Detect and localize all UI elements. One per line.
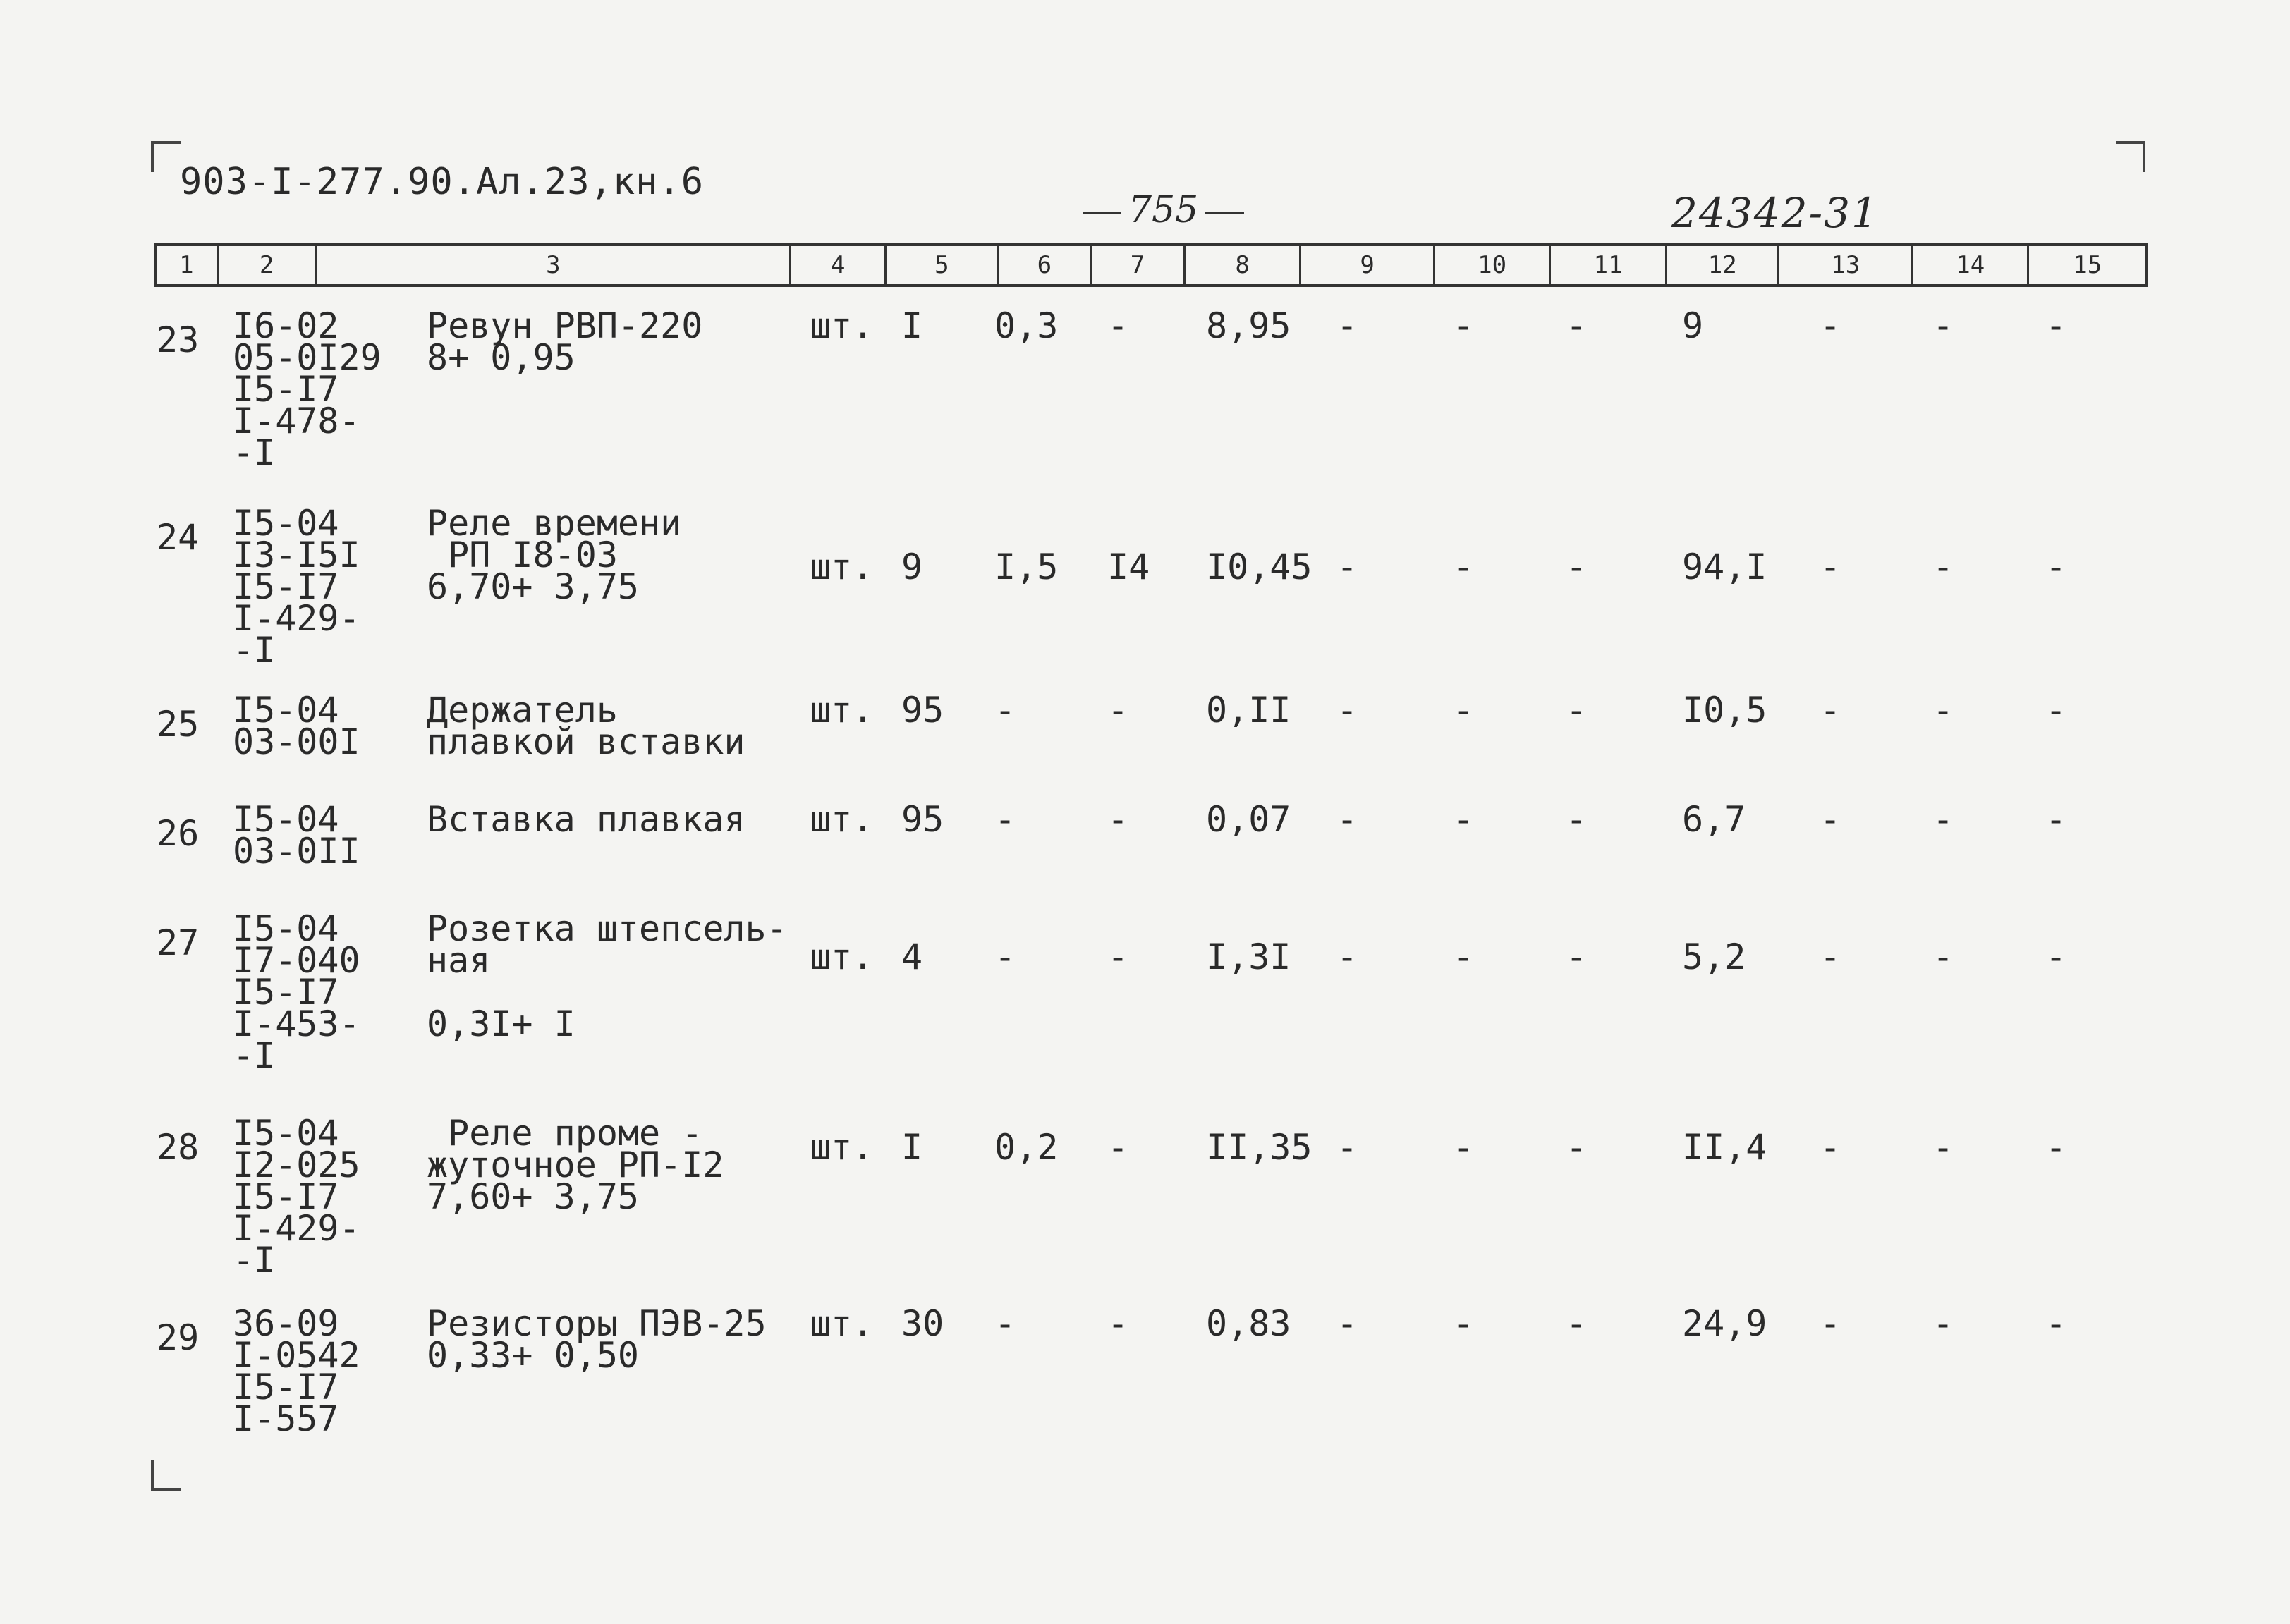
column-header: 10 [1435, 246, 1552, 284]
unit: шт. [810, 1303, 874, 1344]
col-9-value: - [1336, 1127, 1358, 1168]
col-14-value: - [1932, 936, 1954, 977]
col-12-value: 24,9 [1682, 1303, 1767, 1344]
item-name: Реле времени РП I8-03 6,70+ 3,75 [427, 503, 682, 607]
column-header: 15 [2073, 251, 2102, 279]
col-14-value: - [1932, 547, 1954, 587]
column-header: 6 [999, 246, 1092, 284]
col-8-value: 0,83 [1206, 1303, 1291, 1344]
col-14-value: - [1932, 305, 1954, 346]
item-name: Розетка штепсель- ная 0,3I+ I [427, 908, 788, 1044]
col-15-value: - [2045, 1303, 2067, 1344]
col-12-value: I0,5 [1682, 690, 1767, 731]
col-10-value: - [1453, 547, 1475, 587]
col-10-value: - [1453, 305, 1475, 346]
col-8-value: I0,45 [1206, 547, 1313, 587]
quantity: I [901, 1127, 923, 1168]
col-11-value: - [1566, 690, 1588, 731]
column-header-row [154, 243, 2148, 287]
row-number: 27 [157, 922, 200, 963]
col-13-value: - [1820, 690, 1841, 731]
item-name: Вставка плавкая [427, 799, 745, 840]
price-code: I5-04 I2-025 I5-I7 I-429- -I [233, 1113, 360, 1281]
row-number: 23 [157, 319, 200, 360]
col-7-value: - [1107, 799, 1129, 840]
col-11-value: - [1566, 936, 1588, 977]
col-11-value: - [1566, 1303, 1588, 1344]
quantity: 4 [901, 936, 923, 977]
col-13-value: - [1820, 1303, 1841, 1344]
col-9-value: - [1336, 547, 1358, 587]
quantity: 30 [901, 1303, 944, 1344]
col-6-value: 0,2 [994, 1127, 1059, 1168]
corner-mark-top-left [151, 141, 181, 172]
unit: шт. [810, 936, 874, 977]
unit: шт. [810, 690, 874, 731]
col-6-value: 0,3 [994, 305, 1059, 346]
col-11-value: - [1566, 547, 1588, 587]
price-code: I5-04 I7-040 I5-I7 I-453- -I [233, 908, 360, 1076]
item-name: Ревун РВП-220 8+ 0,95 [427, 305, 703, 378]
col-10-value: - [1453, 1127, 1475, 1168]
unit: шт. [810, 799, 874, 840]
col-10-value: - [1453, 936, 1475, 977]
column-header: 1 [157, 246, 219, 284]
col-10-value: - [1453, 799, 1475, 840]
column-header: 11 [1551, 246, 1667, 284]
row-number: 29 [157, 1317, 200, 1358]
item-name: Резисторы ПЭВ-25 0,33+ 0,50 [427, 1303, 767, 1376]
col-15-value: - [2045, 547, 2067, 587]
col-15-value: - [2045, 936, 2067, 977]
col-15-value: - [2045, 690, 2067, 731]
col-7-value: - [1107, 305, 1129, 346]
col-6-value: - [994, 690, 1016, 731]
col-11-value: - [1566, 1127, 1588, 1168]
col-7-value: - [1107, 1303, 1129, 1344]
col-15-value: - [2045, 1127, 2067, 1168]
col-14-value: - [1932, 1127, 1954, 1168]
column-header: 7 [1092, 246, 1186, 284]
price-code: I5-04 03-0II [233, 799, 360, 872]
sheet-number: 24342-31 [1671, 189, 1879, 237]
col-13-value: - [1820, 547, 1841, 587]
col-6-value: - [994, 799, 1016, 840]
column-header: 8 [1186, 246, 1302, 284]
price-code: I5-04 I3-I5I I5-I7 I-429- -I [233, 503, 360, 671]
row-number: 28 [157, 1127, 200, 1168]
col-7-value: - [1107, 936, 1129, 977]
quantity: 95 [901, 799, 944, 840]
column-header: 12 [1667, 246, 1780, 284]
unit: шт. [810, 305, 874, 346]
corner-mark-top-right [2116, 141, 2145, 172]
price-code: I6-02 05-0I29 I5-I7 I-478- -I [233, 305, 382, 473]
column-header: 9 [1301, 246, 1435, 284]
column-header: 4 [791, 246, 887, 284]
col-14-value: - [1932, 690, 1954, 731]
col-8-value: 0,II [1206, 690, 1291, 731]
col-13-value: - [1820, 1127, 1841, 1168]
column-header: 3 [317, 246, 791, 284]
col-12-value: 5,2 [1682, 936, 1746, 977]
column-header: 5 [887, 246, 999, 284]
col-9-value: - [1336, 799, 1358, 840]
col-6-value: I,5 [994, 547, 1059, 587]
col-15-value: - [2045, 305, 2067, 346]
item-name: Держатель плавкой вставки [427, 690, 745, 762]
row-number: 26 [157, 813, 200, 854]
col-12-value: 94,I [1682, 547, 1767, 587]
col-12-value: 9 [1682, 305, 1704, 346]
col-11-value: - [1566, 799, 1588, 840]
page-number: 755 [1076, 189, 1251, 231]
col-8-value: 8,95 [1206, 305, 1291, 346]
row-number: 24 [157, 517, 200, 558]
col-6-value: - [994, 936, 1016, 977]
quantity: 9 [901, 547, 923, 587]
col-8-value: I,3I [1206, 936, 1291, 977]
col-15-value: - [2045, 799, 2067, 840]
col-7-value: - [1107, 690, 1129, 731]
col-9-value: - [1336, 690, 1358, 731]
col-7-value: - [1107, 1127, 1129, 1168]
col-13-value: - [1820, 305, 1841, 346]
col-9-value: - [1336, 305, 1358, 346]
col-10-value: - [1453, 690, 1475, 731]
document-code: 903-I-277.90.Ал.23,кн.6 [180, 161, 705, 203]
column-header: 2 [219, 246, 317, 284]
col-12-value: II,4 [1682, 1127, 1767, 1168]
column-header: 14 [1913, 246, 2030, 284]
col-6-value: - [994, 1303, 1016, 1344]
item-name: Реле проме - жуточное РП-I2 7,60+ 3,75 [427, 1113, 724, 1217]
row-number: 25 [157, 704, 200, 745]
unit: шт. [810, 1127, 874, 1168]
quantity: I [901, 305, 923, 346]
col-8-value: II,35 [1206, 1127, 1313, 1168]
price-code: I5-04 03-00I [233, 690, 360, 762]
column-header: 13 [1779, 246, 1913, 284]
unit: шт. [810, 547, 874, 587]
col-13-value: - [1820, 936, 1841, 977]
col-10-value: - [1453, 1303, 1475, 1344]
col-8-value: 0,07 [1206, 799, 1291, 840]
col-7-value: I4 [1107, 547, 1150, 587]
price-code: 36-09 I-0542 I5-I7 I-557 [233, 1303, 360, 1439]
quantity: 95 [901, 690, 944, 731]
col-14-value: - [1932, 1303, 1954, 1344]
col-9-value: - [1336, 936, 1358, 977]
corner-mark-bottom-left [151, 1460, 181, 1491]
col-12-value: 6,7 [1682, 799, 1746, 840]
col-9-value: - [1336, 1303, 1358, 1344]
col-14-value: - [1932, 799, 1954, 840]
col-11-value: - [1566, 305, 1588, 346]
col-13-value: - [1820, 799, 1841, 840]
